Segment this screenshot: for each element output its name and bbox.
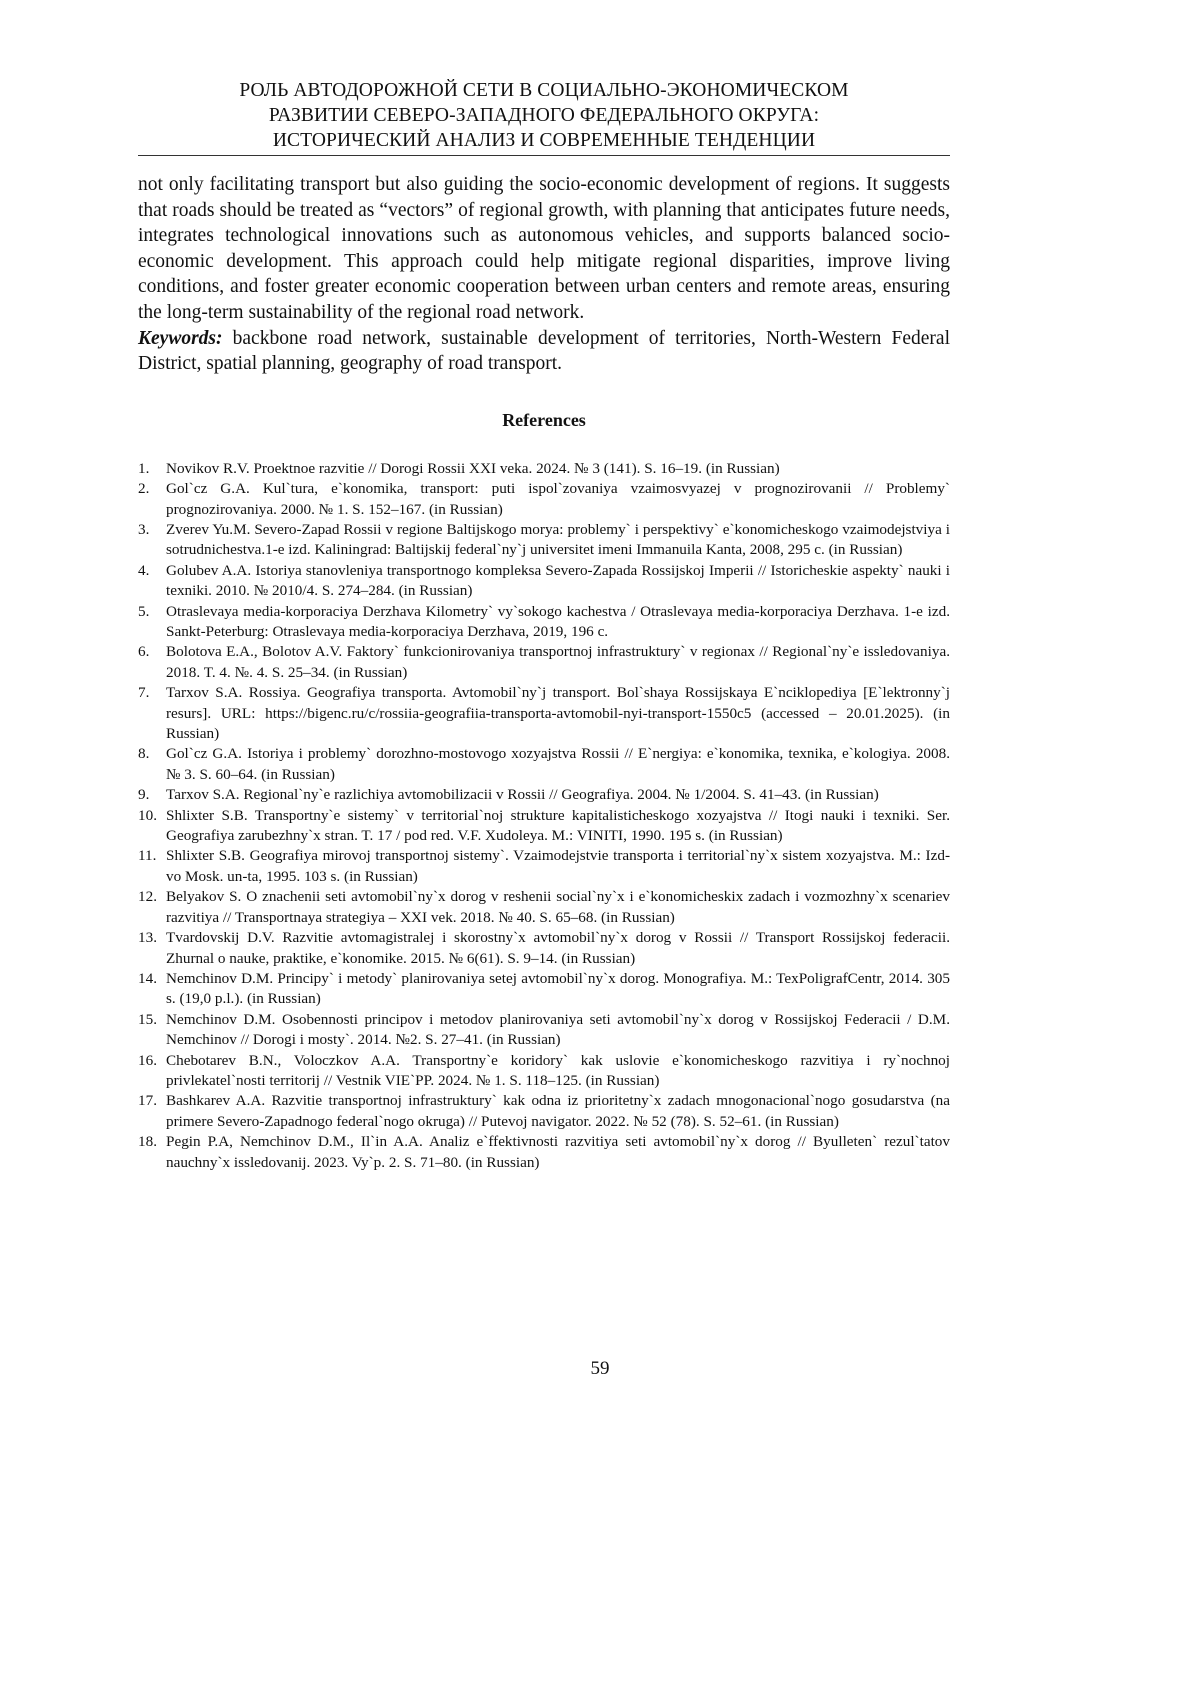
reference-number: 11.: [138, 846, 156, 866]
keywords-label: Keywords:: [138, 328, 223, 349]
reference-item: [138, 785, 950, 805]
reference-number: 13.: [138, 928, 157, 948]
reference-text: Nemchinov D.M. Principy` i metody` planirovaniya setej avtomobil`ny`x dorog. Monografiya. M.: TexPoligrafCentr, 2014. 305 s. (19,0 p.l.). (in Russian): [166, 970, 950, 1007]
reference-item: [138, 1091, 950, 1132]
reference-number: 9.: [138, 785, 149, 805]
page-number: 59: [0, 1358, 1200, 1380]
reference-text: Nemchinov D.M. Osobennosti principov i metodov planirovaniya seti avtomobil`ny`x dorog v Rossijskoj Federacii / D.M. Nemchinov // Dorogi i mosty`. 2014. №2. S. 27–41. (in Russian): [166, 1011, 950, 1048]
running-head-line-3: ИСТОРИЧЕСКИЙ АНАЛИЗ И СОВРЕМЕННЫЕ ТЕНДЕНЦИИ: [138, 128, 950, 153]
reference-number: 8.: [138, 744, 149, 764]
reference-item: [138, 642, 950, 683]
references-list: [138, 459, 950, 1173]
reference-item: [138, 1010, 950, 1051]
reference-text: Chebotarev B.N., Voloczkov A.A. Transportny`e koridory` kak uslovie e`konomicheskogo razvitiya i ry`nochnoj privlekatel`nosti territorij // Vestnik VIE`PP. 2024. № 1. S. 118–125. (in Russian): [166, 1052, 950, 1089]
reference-item: [138, 1051, 950, 1092]
reference-item: [138, 479, 950, 520]
reference-text: Zverev Yu.M. Severo-Zapad Rossii v regione Baltijskogo morya: problemy` i perspektivy` e`konomicheskogo vzaimodejstviya i sotrudnichestva.1-e izd. Kaliningrad: Baltijskij federal`ny`j universitet imeni Immanuila Kanta, 2008, 295 c. (in Russian): [166, 521, 950, 558]
reference-text: Golubev A.A. Istoriya stanovleniya transportnogo kompleksa Severo-Zapada Rossijskoj Imperii // Istoricheskie aspekty` nauki i texniki. 2010. № 2010/4. S. 274–284. (in Russian): [166, 562, 950, 599]
reference-number: 15.: [138, 1010, 157, 1030]
reference-text: Gol`cz G.A. Istoriya i problemy` dorozhno-mostovogo xozyajstva Rossii // E`nergiya: e`konomika, texnika, e`kologiya. 2008. № 3. S. 60–64. (in Russian): [166, 745, 950, 782]
references-heading: References: [138, 409, 950, 431]
reference-item: [138, 602, 950, 643]
reference-item: [138, 806, 950, 847]
reference-item: [138, 744, 950, 785]
reference-number: 12.: [138, 887, 157, 907]
reference-text: Shlixter S.B. Geografiya mirovoj transportnoj sistemy`. Vzaimodejstvie transporta i territorial`ny`x sistem xozyajstva. M.: Izd-vo Mosk. un-ta, 1995. 103 s. (in Russian): [166, 847, 950, 884]
reference-item: [138, 928, 950, 969]
reference-number: 1.: [138, 459, 149, 479]
reference-text: Shlixter S.B. Transportny`e sistemy` v territorial`noj strukture kapitalisticheskogo xozyajstva // Itogi nauki i texniki. Ser. Geografiya zarubezhny`x stran. T. 17 / pod red. V.F. Xudoleya. M.: VINITI, 1990. 195 s. (in Russian): [166, 807, 950, 844]
keywords: [138, 326, 950, 377]
reference-number: 16.: [138, 1051, 157, 1071]
reference-item: [138, 846, 950, 887]
reference-text: Bashkarev A.A. Razvitie transportnoj infrastruktury` kak odna iz prioritetny`x zadach mnogonacional`nogo gosudarstva (na primere Severo-Zapadnogo federal`nogo okruga) // Putevoj navigator. 2022. № 52 (78). S. 52–61. (in Russian): [166, 1092, 950, 1129]
abstract-text: not only facilitating transport but also guiding the socio-economic development of regions. It suggests that roads should be treated as “vectors” of regional growth, with planning that anticipates future needs, integrates technological innovations such as autonomous vehicles, and supports balanced socio-economic development. This approach could help mitigate regional disparities, improve living conditions, and foster greater economic cooperation between urban centers and remote areas, ensuring the long-term sustainability of the regional road network.: [138, 172, 950, 326]
reference-number: 18.: [138, 1132, 157, 1152]
reference-item: [138, 520, 950, 561]
reference-text: Novikov R.V. Proektnoe razvitie // Dorogi Rossii XXI veka. 2024. № 3 (141). S. 16–19. (in Russian): [166, 460, 780, 477]
reference-text: Bolotova E.A., Bolotov A.V. Faktory` funkcionirovaniya transportnoj infrastruktury` v regionax // Regional`ny`e issledovaniya. 2018. T. 4. №. 4. S. 25–34. (in Russian): [166, 643, 950, 680]
reference-number: 17.: [138, 1091, 157, 1111]
keywords-text: backbone road network, sustainable development of territories, North-Western Federal District, spatial planning, geography of road transport.: [138, 328, 950, 375]
reference-item: [138, 887, 950, 928]
reference-number: 4.: [138, 561, 149, 581]
reference-item: [138, 683, 950, 744]
reference-text: Pegin P.A, Nemchinov D.M., Il`in A.A. Analiz e`ffektivnosti razvitiya seti avtomobil`ny`x dorog // Byulleten` rezul`tatov nauchny`x issledovanij. 2023. Vy`p. 2. S. 71–80. (in Russian): [166, 1133, 950, 1170]
reference-item: [138, 1132, 950, 1173]
reference-text: Tvardovskij D.V. Razvitie avtomagistralej i skorostny`x avtomobil`ny`x dorog v Rossii // Transport Rossijskoj federacii. Zhurnal o nauke, praktike, e`konomike. 2015. № 6(61). S. 9–14. (in Russian): [166, 929, 950, 966]
running-head-line-1: РОЛЬ АВТОДОРОЖНОЙ СЕТИ В СОЦИАЛЬНО-ЭКОНОМИЧЕСКОМ: [138, 78, 950, 103]
reference-text: Tarxov S.A. Rossiya. Geografiya transporta. Avtomobil`ny`j transport. Bol`shaya Rossijskaya E`nciklopediya [E`lektronny`j resurs]. URL: https://bigenc.ru/c/rossiia-geografiia-transporta-avtomobil-nyi-transport-1550c5 (accessed – 20.01.2025). (in Russian): [166, 684, 950, 742]
reference-text: Gol`cz G.A. Kul`tura, e`konomika, transport: puti ispol`zovaniya vzaimosvyazej v prognozirovanii // Problemy` prognozirovaniya. 2000. № 1. S. 152–167. (in Russian): [166, 480, 950, 517]
reference-number: 10.: [138, 806, 157, 826]
reference-item: [138, 459, 950, 479]
reference-number: 2.: [138, 479, 149, 499]
reference-item: [138, 561, 950, 602]
reference-item: [138, 969, 950, 1010]
reference-text: Belyakov S. O znachenii seti avtomobil`ny`x dorog v reshenii social`ny`x i e`konomicheskix zadach i vozmozhny`x scenariev razvitiya // Transportnaya strategiya – XXI vek. 2018. № 40. S. 65–68. (in Russian): [166, 888, 950, 925]
running-head-line-2: РАЗВИТИИ СЕВЕРО-ЗАПАДНОГО ФЕДЕРАЛЬНОГО ОКРУГА:: [138, 103, 950, 128]
reference-number: 5.: [138, 602, 149, 622]
reference-number: 14.: [138, 969, 157, 989]
running-head: [138, 78, 950, 156]
page-content: [138, 78, 950, 1173]
reference-number: 3.: [138, 520, 149, 540]
reference-number: 7.: [138, 683, 149, 703]
reference-number: 6.: [138, 642, 149, 662]
reference-text: Otraslevaya media-korporaciya Derzhava Kilometry` vy`sokogo kachestva / Otraslevaya media-korporaciya Derzhava. 1-e izd. Sankt-Peterburg: Otraslevaya media-korporaciya Derzhava, 2019, 196 c.: [166, 603, 950, 640]
reference-text: Tarxov S.A. Regional`ny`e razlichiya avtomobilizacii v Rossii // Geografiya. 2004. № 1/2004. S. 41–43. (in Russian): [166, 786, 879, 803]
abstract: [138, 172, 950, 377]
